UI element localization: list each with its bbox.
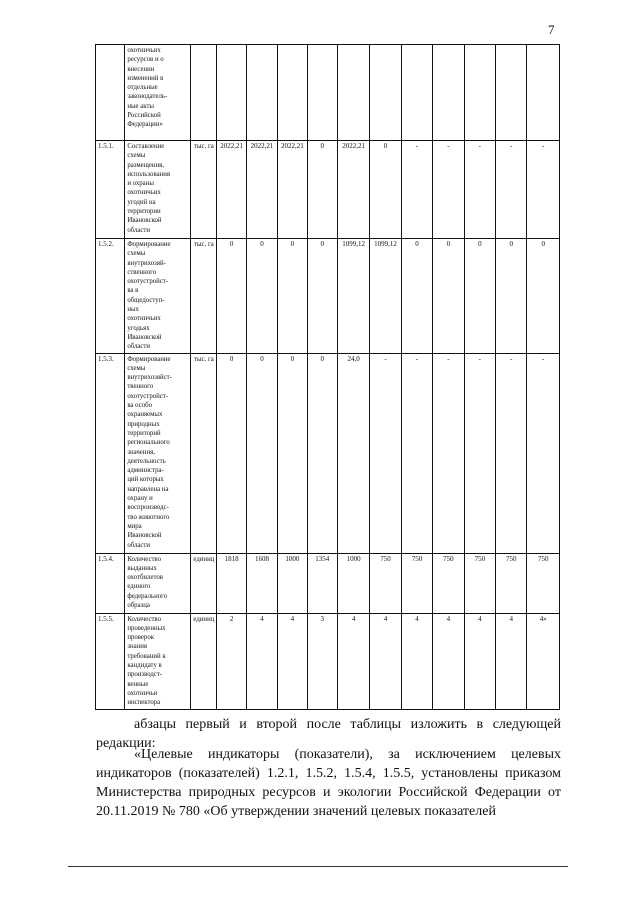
value-cell: 2022,21 [337, 141, 369, 239]
indicator-name-line: выданных [127, 564, 157, 572]
indicators-table [95, 44, 560, 710]
value-cell [370, 45, 401, 141]
indicator-name-line: ва особо [127, 402, 152, 410]
indicator-name-line: проверок [127, 634, 155, 642]
indicator-name-line: законодатель- [127, 93, 168, 101]
indicator-name-line: ций которых [127, 476, 164, 484]
value-cell: 750 [527, 553, 560, 613]
indicator-name-line: использования [127, 170, 170, 178]
indicator-name-line: территории [127, 208, 161, 216]
indicator-name-line: Формирование [127, 355, 171, 363]
value-cell [217, 45, 246, 141]
value-cell: 0 [307, 141, 337, 239]
value-cell: - [370, 353, 401, 553]
indicator-name-line: деятельность [127, 457, 166, 465]
indicator-name-line: воспроизводс- [127, 504, 169, 512]
indicator-name-line: внутрихозяйст- [127, 374, 172, 382]
value-cell: 0 [278, 353, 307, 553]
indicator-name-line: производст- [127, 671, 163, 679]
indicator-name-line: охотничьих [127, 315, 161, 323]
value-cell: - [464, 141, 495, 239]
indicator-name [125, 613, 191, 709]
value-cell: - [527, 141, 560, 239]
indicator-name-line: внесении [127, 65, 155, 73]
indicator-name-line: охрану и [127, 495, 153, 503]
value-cell: 1000 [337, 553, 369, 613]
indicator-name-line: природных [127, 420, 160, 428]
indicator-number: 1.5.1. [96, 141, 125, 239]
indicator-name-line: регионального [127, 439, 170, 447]
value-cell: 4 [464, 613, 495, 709]
unit-cell: тыс. га [191, 141, 217, 239]
indicator-name-line: области [127, 541, 151, 549]
indicator-name-line: Российской [127, 112, 161, 120]
indicator-name-line: охраняемых [127, 411, 163, 419]
value-cell [527, 45, 560, 141]
value-cell: - [527, 353, 560, 553]
indicator-name-line: изменений в [127, 74, 164, 82]
unit-cell: единиц [191, 613, 217, 709]
indicator-name-line: кандидату в [127, 662, 162, 670]
indicator-name-line: ва в [127, 287, 139, 295]
value-cell [337, 45, 369, 141]
value-cell: 2022,21 [217, 141, 246, 239]
table-row [96, 141, 560, 239]
value-cell: 0 [217, 239, 246, 354]
indicator-name-line: администра- [127, 467, 164, 475]
indicator-name-line: Ивановской [127, 217, 162, 225]
indicator-name [125, 45, 191, 141]
indicator-name-line: схемы [127, 364, 146, 372]
indicator-name-line: требований к [127, 652, 166, 660]
indicator-number: 1.5.5. [96, 613, 125, 709]
indicator-name [125, 353, 191, 553]
indicator-name-line: отдельные [127, 84, 158, 92]
indicator-name-line: охотничьих [127, 47, 161, 54]
indicator-name-line: направлена на [127, 485, 169, 493]
table-row [96, 239, 560, 354]
value-cell [464, 45, 495, 141]
footer-rule [68, 866, 568, 867]
value-cell: 4 [278, 613, 307, 709]
indicator-name-line: охотбилетов [127, 574, 163, 582]
indicator-name-line: единого [127, 583, 151, 591]
indicator-name-line: размещения, [127, 161, 164, 169]
value-cell: 24,0 [337, 353, 369, 553]
value-cell: 750 [496, 553, 527, 613]
value-cell: 1099,12 [337, 239, 369, 354]
indicator-name-line: федерального [127, 592, 168, 600]
indicator-name-line: схемы [127, 152, 146, 160]
indicator-name-line: общедоступ- [127, 296, 165, 304]
value-cell: 0 [307, 239, 337, 354]
value-cell [307, 45, 337, 141]
value-cell: 4 [433, 613, 464, 709]
indicator-name-line: внутрихозяй- [127, 259, 166, 267]
indicator-name-line: и охраны [127, 180, 154, 188]
table-row [96, 353, 560, 553]
value-cell: 750 [433, 553, 464, 613]
indicator-name-line: угодьях [127, 324, 150, 332]
unit-cell: единиц [191, 553, 217, 613]
value-cell: 0 [307, 353, 337, 553]
table-row [96, 613, 560, 709]
indicator-name-line: Ивановской [127, 532, 162, 540]
value-cell: 0 [527, 239, 560, 354]
value-cell [433, 45, 464, 141]
indicator-name-line: области [127, 343, 151, 351]
indicator-name-line: охотустройст- [127, 278, 169, 286]
value-cell [496, 45, 527, 141]
indicator-name-line: охотничьих [127, 189, 161, 197]
amendment-paragraph-2: «Целевые индикаторы (показатели), за исключением целевых индикаторов (показателей) 1.2.1, 1.5.2, 1.5.4, 1.5.5, установлены приказом Министерства природных ресурсов и экологии Российской Федерации от 20.11.2019 № 780 «Об утверждении значений целевых показателей [96, 747, 561, 819]
indicator-name-line: мира [127, 522, 142, 530]
value-cell: 0 [246, 353, 277, 553]
indicator-name-line: территорий [127, 429, 161, 437]
value-cell: - [464, 353, 495, 553]
value-cell: 1354 [307, 553, 337, 613]
indicator-number [96, 45, 125, 141]
unit-cell: тыс. га [191, 239, 217, 354]
value-cell: 1818 [217, 553, 246, 613]
indicator-name-line: угодий на [127, 198, 156, 206]
page-number: 7 [548, 22, 555, 37]
value-cell [246, 45, 277, 141]
indicator-name-line: образца [127, 602, 150, 610]
value-cell: - [433, 141, 464, 239]
value-cell: 4 [337, 613, 369, 709]
indicator-name [125, 239, 191, 354]
indicator-name [125, 141, 191, 239]
value-cell: 2022,21 [278, 141, 307, 239]
value-cell: 4 [496, 613, 527, 709]
value-cell: 0 [464, 239, 495, 354]
indicator-name-line: Формирование [127, 241, 171, 248]
value-cell: 4» [527, 613, 560, 709]
value-cell: 0 [433, 239, 464, 354]
indicator-name-line: Федерации» [127, 121, 163, 129]
indicator-name-line: охотничьи [127, 689, 158, 697]
indicator-name-line: схемы [127, 250, 146, 258]
indicator-name-line: ственного [127, 268, 157, 276]
indicator-name-line: Составление [127, 143, 165, 150]
value-cell: - [433, 353, 464, 553]
indicator-name-line: значения, [127, 448, 155, 456]
value-cell [278, 45, 307, 141]
indicator-name-line: ные акты [127, 102, 154, 110]
value-cell: 0 [217, 353, 246, 553]
indicator-name-line: тво животного [127, 513, 170, 521]
indicator-name-line: Количество [127, 615, 161, 623]
value-cell: 0 [278, 239, 307, 354]
table-row [96, 553, 560, 613]
indicator-name-line: венные [127, 680, 149, 688]
indicator-number: 1.5.2. [96, 239, 125, 354]
indicator-name-line: инспектора [127, 699, 161, 707]
value-cell: - [401, 141, 432, 239]
value-cell: - [496, 141, 527, 239]
indicator-name-line: охотустройст- [127, 392, 169, 400]
indicator-name-line: Количество [127, 555, 161, 563]
value-cell: 2022,21 [246, 141, 277, 239]
value-cell: 4 [370, 613, 401, 709]
value-cell: 3 [307, 613, 337, 709]
indicator-name-line: ресурсов и о [127, 56, 164, 64]
value-cell: 2 [217, 613, 246, 709]
value-cell: 1099,12 [370, 239, 401, 354]
value-cell: 4 [401, 613, 432, 709]
value-cell: 4 [246, 613, 277, 709]
indicator-name-line: Ивановской [127, 333, 162, 341]
indicator-name-line: знания [127, 643, 148, 651]
unit-cell [191, 45, 217, 141]
value-cell: 1608 [246, 553, 277, 613]
indicator-number: 1.5.4. [96, 553, 125, 613]
indicator-name-line: ных [127, 306, 139, 314]
value-cell: 750 [401, 553, 432, 613]
indicator-name [125, 553, 191, 613]
table-row [96, 45, 560, 141]
value-cell [401, 45, 432, 141]
value-cell: 0 [496, 239, 527, 354]
indicator-name-line: твенного [127, 383, 154, 391]
unit-cell: тыс. га [191, 353, 217, 553]
indicator-name-line: области [127, 226, 151, 234]
value-cell: 750 [370, 553, 401, 613]
indicator-name-line: проведенных [127, 624, 166, 632]
indicator-number: 1.5.3. [96, 353, 125, 553]
value-cell: 750 [464, 553, 495, 613]
value-cell: - [401, 353, 432, 553]
value-cell: - [496, 353, 527, 553]
value-cell: 1000 [278, 553, 307, 613]
value-cell: 0 [246, 239, 277, 354]
value-cell: 0 [401, 239, 432, 354]
amendment-paragraph-1: абзацы первый и второй после таблицы изложить в следующей редакции: [96, 717, 561, 751]
value-cell: 0 [370, 141, 401, 239]
